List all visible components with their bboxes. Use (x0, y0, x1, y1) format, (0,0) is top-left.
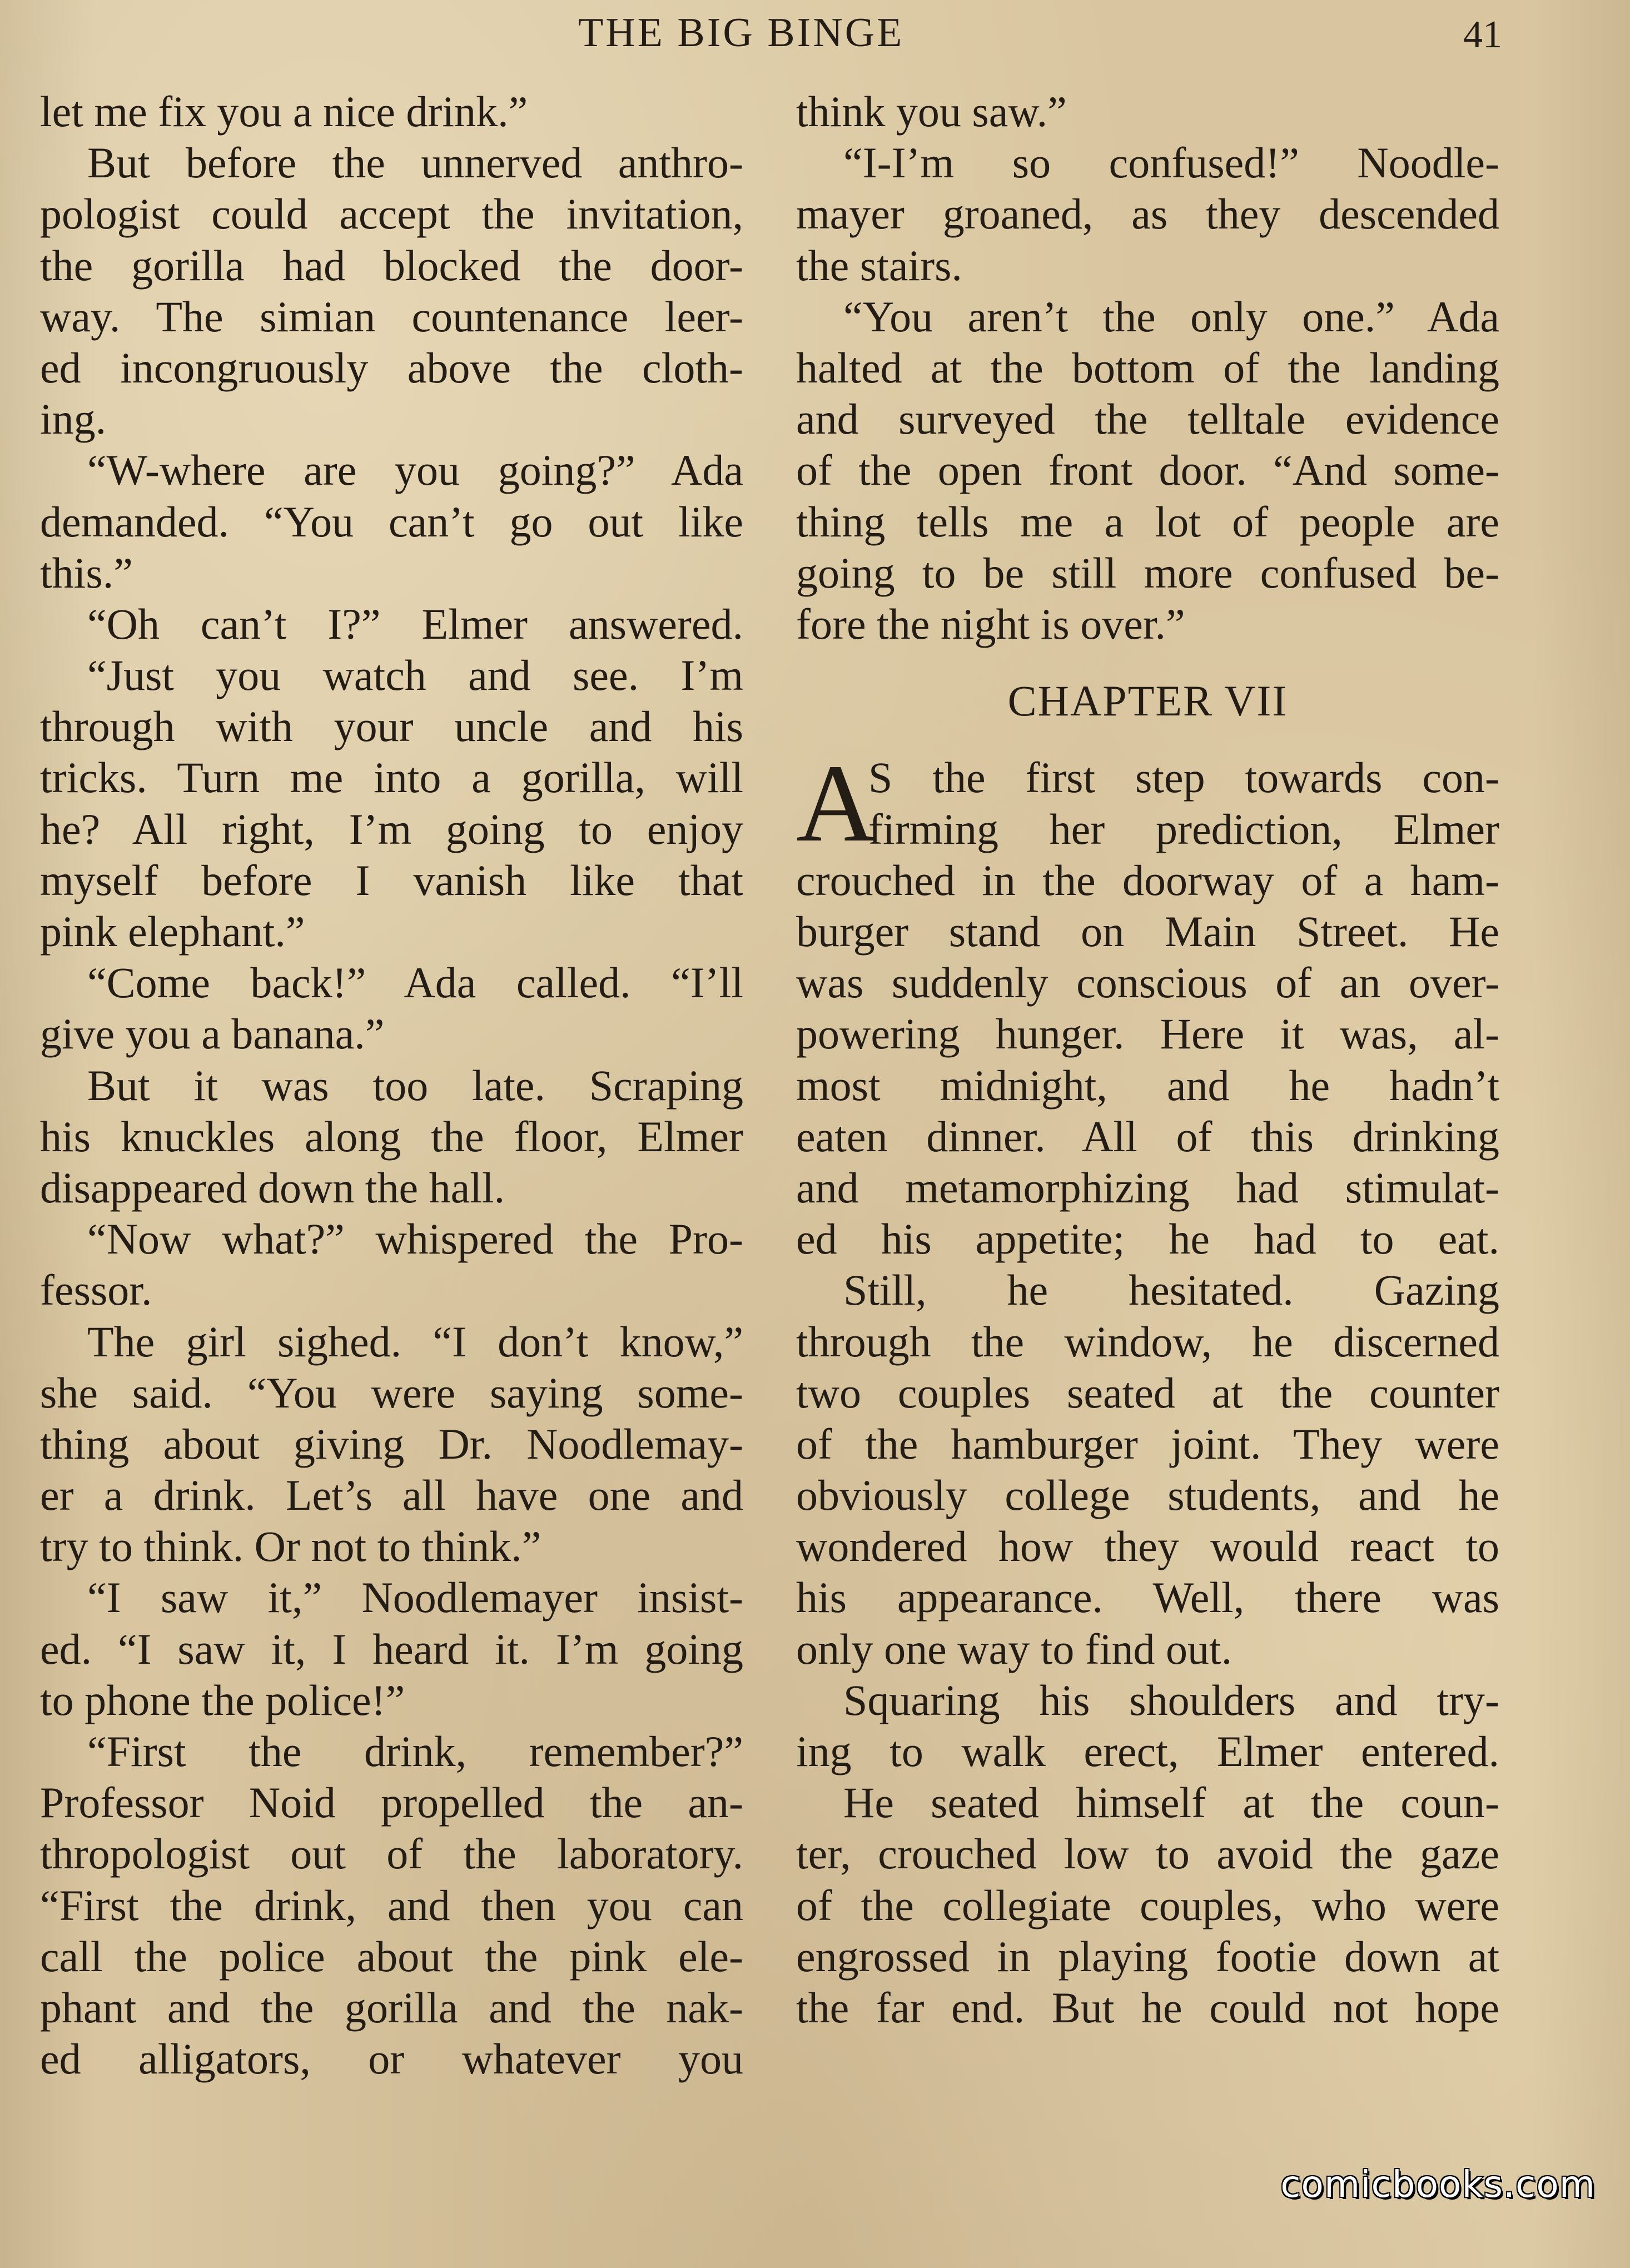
text-line: try to think. Or not to think.” (40, 1522, 541, 1571)
text-line: through with your uncle and his (40, 702, 743, 751)
text-line: “I saw it,” Noodlemayer insist- (87, 1573, 743, 1622)
page-header (0, 8, 1630, 58)
text-line: through the window, he discerned (796, 1317, 1499, 1366)
text-line: to phone the police!” (40, 1675, 405, 1724)
text-line: thropologist out of the laboratory. (40, 1829, 743, 1878)
text-line: ter, crouched low to avoid the gaze (796, 1829, 1499, 1878)
text-line: he? All right, I’m going to enjoy (40, 804, 743, 853)
text-line: “You aren’t the only one.” Ada (843, 292, 1499, 341)
text-line: mayer groaned, as they descended (796, 190, 1499, 238)
text-line: “First the drink, remember?” (87, 1727, 743, 1775)
page-number: 41 (1463, 13, 1502, 56)
text-line: powering hunger. Here it was, al- (796, 1009, 1499, 1058)
text-line: the stairs. (796, 241, 962, 290)
text-line: But before the unnerved anthro- (87, 138, 743, 187)
text-line: the gorilla had blocked the door- (40, 241, 743, 290)
text-line: ed alligators, or whatever you (40, 2035, 743, 2083)
text-line: tricks. Turn me into a gorilla, will (40, 753, 743, 802)
text-line: obviously college students, and he (796, 1471, 1499, 1520)
text-line: The girl sighed. “I don’t know,” (87, 1317, 743, 1366)
text-line: “First the drink, and then you can (40, 1881, 743, 1929)
text-line: and surveyed the telltale evidence (796, 395, 1499, 444)
text-line: ed. “I saw it, I heard it. I’m going (40, 1624, 743, 1673)
text-line: pink elephant.” (40, 907, 305, 956)
text-line: myself before I vanish like that (40, 856, 743, 904)
running-title: THE BIG BINGE (578, 10, 905, 56)
text-line: going to be still more confused be- (796, 548, 1499, 597)
text-line: of the hamburger joint. They were (796, 1419, 1499, 1468)
text-line: “Now what?” whispered the Pro- (87, 1215, 743, 1264)
text-line: two couples seated at the counter (796, 1368, 1499, 1417)
text-line: halted at the bottom of the landing (796, 343, 1499, 392)
text-line: of the open front door. “And some- (796, 446, 1499, 495)
text-line: demanded. “You can’t go out like (40, 497, 743, 546)
text-line: firming her prediction, Elmer (868, 804, 1499, 853)
text-line: she said. “You were saying some- (40, 1368, 743, 1417)
right-column-bottom-text (796, 855, 1499, 2033)
text-line: wondered how they would react to (796, 1522, 1499, 1571)
text-line: fessor. (40, 1266, 152, 1315)
drop-cap: A (796, 742, 877, 866)
right-text-column (796, 86, 1499, 2033)
watermark: comicbooks.com (1280, 2163, 1596, 2206)
text-line: pologist could accept the invitation, (40, 190, 743, 238)
text-line: his knuckles along the floor, Elmer (40, 1112, 743, 1161)
text-line: He seated himself at the coun- (843, 1778, 1499, 1827)
text-line: think you saw.” (796, 87, 1067, 136)
text-line: the far end. But he could not hope (796, 1983, 1499, 2032)
text-line: eaten dinner. All of this drinking (796, 1112, 1499, 1161)
text-line: “Oh can’t I?” Elmer answered. (87, 599, 743, 648)
text-line: was suddenly conscious of an over- (796, 958, 1499, 1007)
text-line: S the first step towards con- (868, 753, 1499, 802)
text-line: ed incongruously above the cloth- (40, 343, 743, 392)
text-line: ing. (40, 395, 107, 444)
text-line: ed his appetite; he had to eat. (796, 1215, 1499, 1264)
text-line: disappeared down the hall. (40, 1163, 505, 1212)
text-line: “I-I’m so confused!” Noodle- (843, 138, 1499, 187)
text-line: engrossed in playing footie down at (796, 1932, 1499, 1981)
text-line: Squaring his shoulders and try- (843, 1675, 1499, 1724)
text-line: ing to walk erect, Elmer entered. (796, 1727, 1499, 1776)
text-line: most midnight, and he hadn’t (796, 1061, 1499, 1110)
text-line: phant and the gorilla and the nak- (40, 1983, 743, 2032)
text-line: this.” (40, 548, 133, 597)
text-line: and metamorphizing had stimulat- (796, 1163, 1499, 1212)
text-line: er a drink. Let’s all have one and (40, 1471, 743, 1520)
right-column-top-text (796, 86, 1499, 650)
chapter-opening-paragraph (796, 742, 1499, 866)
text-line: let me fix you a nice drink.” (40, 87, 528, 136)
text-line: Professor Noid propelled the an- (40, 1778, 743, 1827)
text-line: fore the night is over.” (796, 599, 1185, 648)
text-line: crouched in the doorway of a ham- (796, 856, 1499, 904)
text-line: Still, he hesitated. Gazing (843, 1266, 1499, 1315)
text-line: way. The simian countenance leer- (40, 292, 743, 341)
chapter-heading: CHAPTER VII (1007, 677, 1288, 725)
text-line: “Just you watch and see. I’m (87, 651, 743, 700)
text-line: thing tells me a lot of people are (796, 497, 1499, 546)
text-line: “W-where are you going?” Ada (87, 446, 743, 495)
text-line: burger stand on Main Street. He (796, 907, 1499, 956)
text-line: “Come back!” Ada called. “I’ll (87, 958, 743, 1007)
text-line: his appearance. Well, there was (796, 1573, 1499, 1622)
text-line: thing about giving Dr. Noodlemay- (40, 1419, 743, 1468)
text-line: only one way to find out. (796, 1624, 1233, 1673)
left-text-column (40, 86, 743, 2085)
text-line: give you a banana.” (40, 1009, 385, 1058)
text-line: of the collegiate couples, who were (796, 1881, 1499, 1929)
text-line: But it was too late. Scraping (87, 1061, 743, 1110)
text-line: call the police about the pink ele- (40, 1932, 743, 1981)
